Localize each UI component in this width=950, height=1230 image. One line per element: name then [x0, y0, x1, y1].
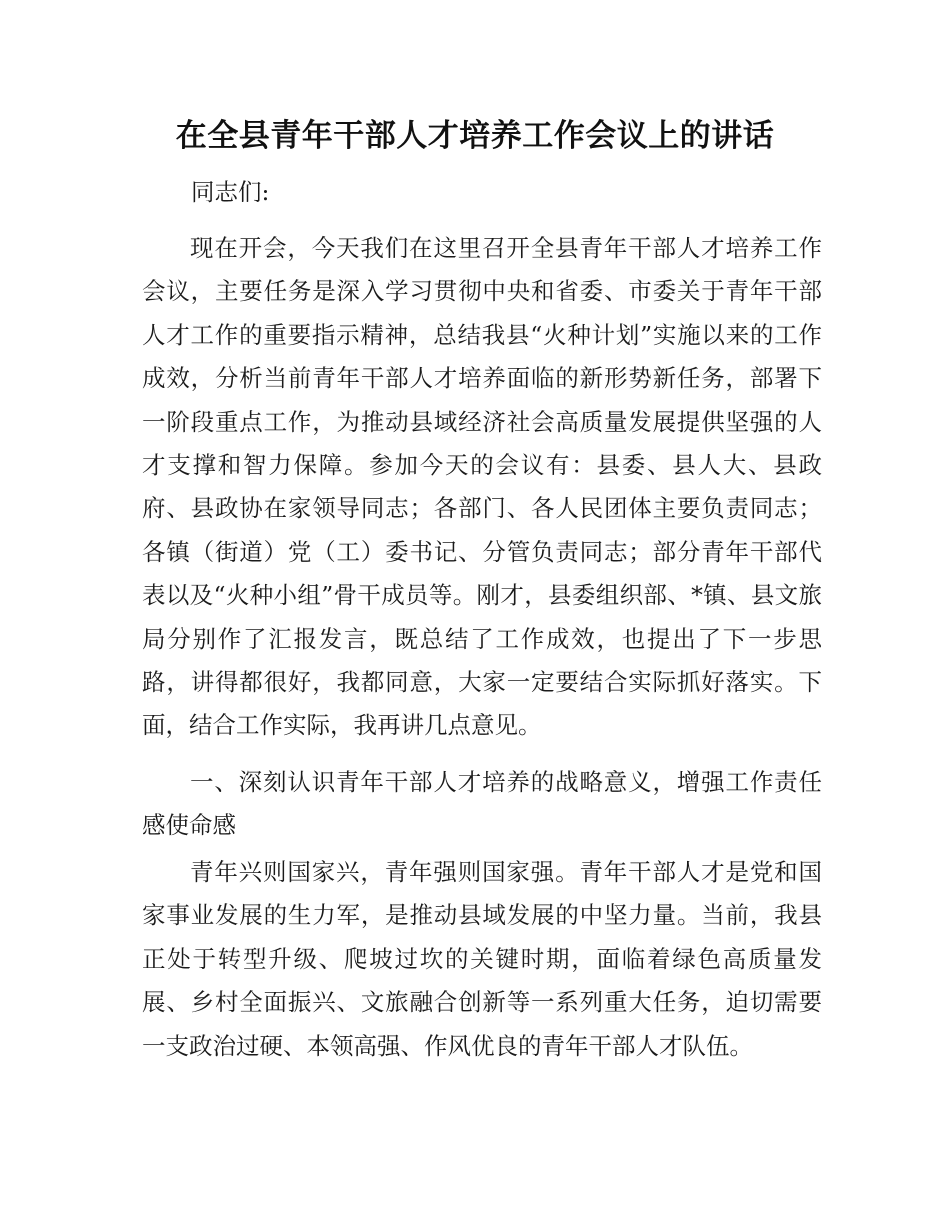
greeting: 同志们: [191, 178, 270, 206]
section-heading-1: 一、深刻认识青年干部人才培养的战略意义，增强工作责任感使命感 [142, 768, 822, 840]
opening-paragraph: 现在开会，今天我们在这里召开全县青年干部人才培养工作会议，主要任务是深入学习贯彻中央和省委、市委关于青年干部人才工作的重要指示精神，总结我县“火种计划”实施以来的工作成效，分析当前青年干部人才培养面临的新形势新任务，部署下一阶段重点工作，为推动县域经济社会高质量发展提供坚强的人才支撑和智力保障。参加今天的会议有：县委、县人大、县政府、县政协在家领导同志；各部门、各人民团体主要负责同志；各镇（街道）党（工）委书记、分管负责同志；部分青年干部代表以及“火种小组”骨干成员等。刚才，县委组织部、*镇、县文旅局分别作了汇报发言，既总结了工作成效，也提出了下一步思路，讲得都很好，我都同意，大家一定要结合实际抓好落实。下面，结合工作实际，我再讲几点意见。 [142, 234, 822, 740]
document-title: 在全县青年干部人才培养工作会议上的讲话 [175, 118, 775, 154]
section-1-paragraph: 青年兴则国家兴，青年强则国家强。青年干部人才是党和国家事业发展的生力军，是推动县域发展的中坚力量。当前，我县正处于转型升级、爬坡过坎的关键时期，面临着绿色高质量发展、乡村全面振兴、文旅融合创新等一系列重大任务，迫切需要一支政治过硬、本领高强、作风优良的青年干部人才队伍。 [142, 858, 822, 1060]
